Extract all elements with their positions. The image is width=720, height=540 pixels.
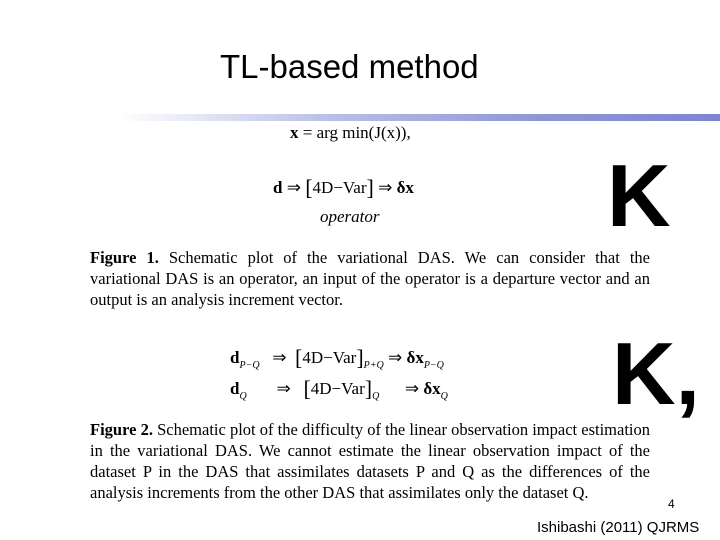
- analysis-increment: δx: [396, 178, 414, 197]
- subscript: Q: [239, 391, 247, 402]
- departure-vector: d: [230, 379, 240, 398]
- bracket-close: ]: [366, 175, 374, 200]
- citation: Ishibashi (2011) QJRMS: [537, 519, 700, 536]
- 4dvar-label: 4D−Var: [312, 178, 367, 197]
- implies-arrow: ⇒: [272, 348, 287, 367]
- subscript: P+Q: [363, 360, 384, 371]
- analysis-increment: δx: [423, 379, 441, 398]
- figure2-row-pq: [230, 345, 444, 371]
- x-vector: x: [290, 123, 299, 142]
- bracket-open: [: [295, 345, 303, 370]
- figure1-caption-prefix: Figure 1.: [90, 248, 159, 267]
- implies-arrow: ⇒: [404, 379, 420, 398]
- implies-arrow: ⇒: [378, 178, 393, 197]
- figure2-caption-text: Schematic plot of the difficulty of the linear observation impact estimation in the variational DAS. We cannot estimate the linear observation impact of the dataset P in the DAS that assimilates datasets P and Q as the differences of the analysis increments from the other DAS that assimilates only the dataset Q.: [90, 420, 650, 502]
- page-number: 4: [668, 497, 675, 511]
- figure1-caption: [90, 247, 650, 310]
- kalman-gain-symbol-comma: K,: [612, 324, 700, 423]
- bracket-open: [: [303, 376, 311, 401]
- implies-arrow: ⇒: [388, 348, 403, 367]
- subscript: Q: [440, 391, 448, 402]
- 4dvar-label: 4D−Var: [302, 348, 357, 367]
- implies-arrow: ⇒: [286, 178, 301, 197]
- figure2-caption-prefix: Figure 2.: [90, 420, 153, 439]
- figure1-caption-text: Schematic plot of the variational DAS. We can consider that the variational DAS is an operator, an input of the operator is a departure vector and an output is an analysis increment vector.: [90, 248, 650, 309]
- subscript: P−Q: [239, 360, 260, 371]
- subscript: Q: [372, 391, 380, 402]
- slide-title: TL-based method: [220, 48, 479, 85]
- title-underline-bar: [118, 114, 720, 121]
- bracket-close: ]: [356, 345, 364, 370]
- subscript: P−Q: [423, 360, 444, 371]
- argmin-expression: = arg min(J(x)),: [298, 123, 411, 142]
- kalman-gain-symbol: K: [607, 146, 671, 245]
- argmin-formula: [290, 123, 411, 143]
- figure2-caption: [90, 419, 650, 503]
- implies-arrow: ⇒: [276, 379, 291, 398]
- bracket-open: [: [305, 175, 313, 200]
- departure-vector: d: [230, 348, 240, 367]
- analysis-increment: δx: [406, 348, 424, 367]
- 4dvar-label: 4D−Var: [310, 379, 365, 398]
- figure2-row-q: [230, 376, 448, 402]
- operator-label: operator: [320, 207, 380, 226]
- figure1-operator-equation: [273, 175, 414, 201]
- departure-vector: d: [273, 178, 283, 197]
- bracket-close: ]: [364, 376, 373, 401]
